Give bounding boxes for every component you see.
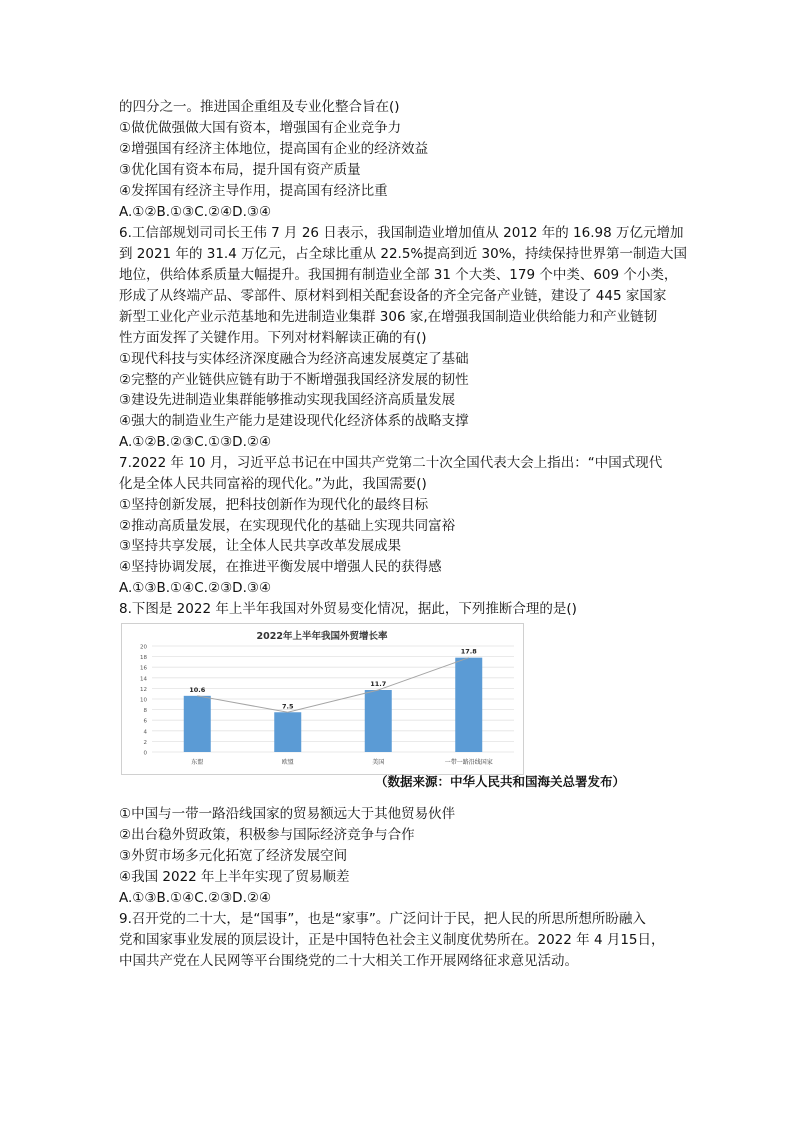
q8-option-3: ③外贸市场多元化拓宽了经济发展空间 bbox=[119, 848, 348, 864]
q5-stem: 的四分之一。推进国企重组及专业化整合旨在() bbox=[119, 99, 400, 115]
q6-option-2: ②完整的产业链供应链有助于不断增强我国经济发展的韧性 bbox=[119, 372, 469, 388]
q6-stem-line: 形成了从终端产品、零部件、原材料到相关配套设备的齐全完备产业链，建设了 445 家国家 bbox=[119, 288, 667, 304]
q7-answers: A.①③B.①④C.②③D.③④ bbox=[119, 580, 272, 596]
y-tick-label: 6 bbox=[143, 718, 147, 725]
q7-stem-line: 7.2022 年 10 月，习近平总书记在中国共产党第二十次全国代表大会上指出：“中国式现代 bbox=[119, 455, 663, 471]
data-label: 10.6 bbox=[189, 685, 206, 694]
q6-stem-line: 到 2021 年的 31.4 万亿元，占全球比重从 22.5%提高到近 30%，持续保持世界第一制造大国 bbox=[119, 246, 688, 262]
trade-growth-chart bbox=[121, 623, 524, 775]
bar bbox=[184, 696, 211, 752]
q6-option-4: ④强大的制造业生产能力是建设现代化经济体系的战略支撑 bbox=[119, 413, 469, 429]
q7-option-2: ②推动高质量发展，在实现现代化的基础上实现共同富裕 bbox=[119, 518, 456, 534]
x-tick-label: 一带一路沿线国家 bbox=[444, 759, 493, 766]
bar bbox=[365, 690, 392, 752]
y-tick-label: 2 bbox=[143, 739, 147, 746]
y-tick-label: 12 bbox=[140, 686, 147, 693]
y-tick-label: 10 bbox=[140, 697, 147, 704]
chart-title: 2022年上半年我国外贸增长率 bbox=[256, 631, 388, 642]
q8-stem: 8.下图是 2022 年上半年我国对外贸易变化情况，据此，下列推断合理的是() bbox=[119, 601, 577, 617]
q6-stem-line: 新型工业化产业示范基地和先进制造业集群 306 家,在增强我国制造业供给能力和产业链韧 bbox=[119, 309, 658, 325]
q7-stem-line: 化是全体人民共同富裕的现代化。”为此，我国需要() bbox=[119, 476, 427, 492]
q8-option-4: ④我国 2022 年上半年实现了贸易顺差 bbox=[119, 869, 350, 885]
y-tick-label: 16 bbox=[140, 665, 147, 672]
q9-stem-line: 9.召开党的二十大，是“国事”，也是“家事”。广泛问计于民，把人民的所思所想所盼融入 bbox=[119, 911, 646, 927]
q8-option-2: ②出台稳外贸政策，积极参与国际经济竞争与合作 bbox=[119, 827, 415, 843]
q9-stem-line: 党和国家事业发展的顶层设计，正是中国特色社会主义制度优势所在。2022 年 4 月15日， bbox=[119, 932, 665, 948]
chart-source-note: （数据来源：中华人民共和国海关总署发布） bbox=[375, 774, 626, 789]
y-tick-label: 0 bbox=[143, 750, 147, 757]
x-tick-label: 东盟 bbox=[191, 759, 204, 766]
chart-svg bbox=[122, 624, 523, 774]
x-tick-label: 欧盟 bbox=[281, 759, 294, 766]
data-label: 7.5 bbox=[281, 702, 294, 711]
q6-stem-line: 6.工信部规划司司长王伟 7 月 26 日表示，我国制造业增加值从 2012 年的 16.98 万亿元增加 bbox=[119, 225, 684, 241]
chart-trend-line bbox=[197, 658, 469, 713]
q7-option-4: ④坚持协调发展，在推进平衡发展中增强人民的获得感 bbox=[119, 559, 442, 575]
chart-bars bbox=[184, 658, 483, 752]
q9-stem-line: 中国共产党在人民网等平台围绕党的二十大相关工作开展网络征求意见活动。 bbox=[119, 953, 578, 969]
y-tick-label: 8 bbox=[143, 708, 147, 715]
bar bbox=[455, 658, 482, 752]
q6-option-1: ①现代科技与实体经济深度融合为经济高速发展奠定了基础 bbox=[119, 351, 469, 367]
data-label: 11.7 bbox=[370, 679, 387, 688]
q6-answers: A.①②B.②③C.①③D.②④ bbox=[119, 434, 272, 450]
y-tick-label: 18 bbox=[140, 655, 147, 662]
q5-answers: A.①②B.①③C.②④D.③④ bbox=[119, 204, 272, 220]
q5-option-2: ②增强国有经济主体地位，提高国有企业的经济效益 bbox=[119, 141, 429, 157]
y-tick-label: 14 bbox=[140, 676, 147, 683]
bar bbox=[274, 712, 301, 752]
q5-option-4: ④发挥国有经济主导作用，提高国有经济比重 bbox=[119, 183, 388, 199]
q6-stem-line: 性方面发挥了关键作用。下列对材料解读正确的有() bbox=[119, 330, 427, 346]
y-tick-label: 20 bbox=[140, 644, 147, 651]
q5-option-1: ①做优做强做大国有资本，增强国有企业竞争力 bbox=[119, 120, 402, 136]
trend-line bbox=[197, 658, 469, 713]
data-label: 17.8 bbox=[460, 647, 477, 656]
q8-option-1: ①中国与一带一路沿线国家的贸易额远大于其他贸易伙伴 bbox=[119, 806, 456, 822]
q7-option-1: ①坚持创新发展，把科技创新作为现代化的最终目标 bbox=[119, 497, 429, 513]
q8-answers: A.①③B.①④C.②③D.②④ bbox=[119, 890, 272, 906]
x-tick-label: 美国 bbox=[372, 759, 385, 766]
q7-option-3: ③坚持共享发展，让全体人民共享改革发展成果 bbox=[119, 538, 402, 554]
q5-option-3: ③优化国有资本布局，提升国有资产质量 bbox=[119, 162, 361, 178]
q6-stem-line: 地位，供给体系质量大幅提升。我国拥有制造业全部 31 个大类、179 个中类、609 个小类， bbox=[119, 267, 678, 283]
y-tick-label: 4 bbox=[143, 729, 147, 736]
q6-option-3: ③建设先进制造业集群能够推动实现我国经济高质量发展 bbox=[119, 392, 456, 408]
